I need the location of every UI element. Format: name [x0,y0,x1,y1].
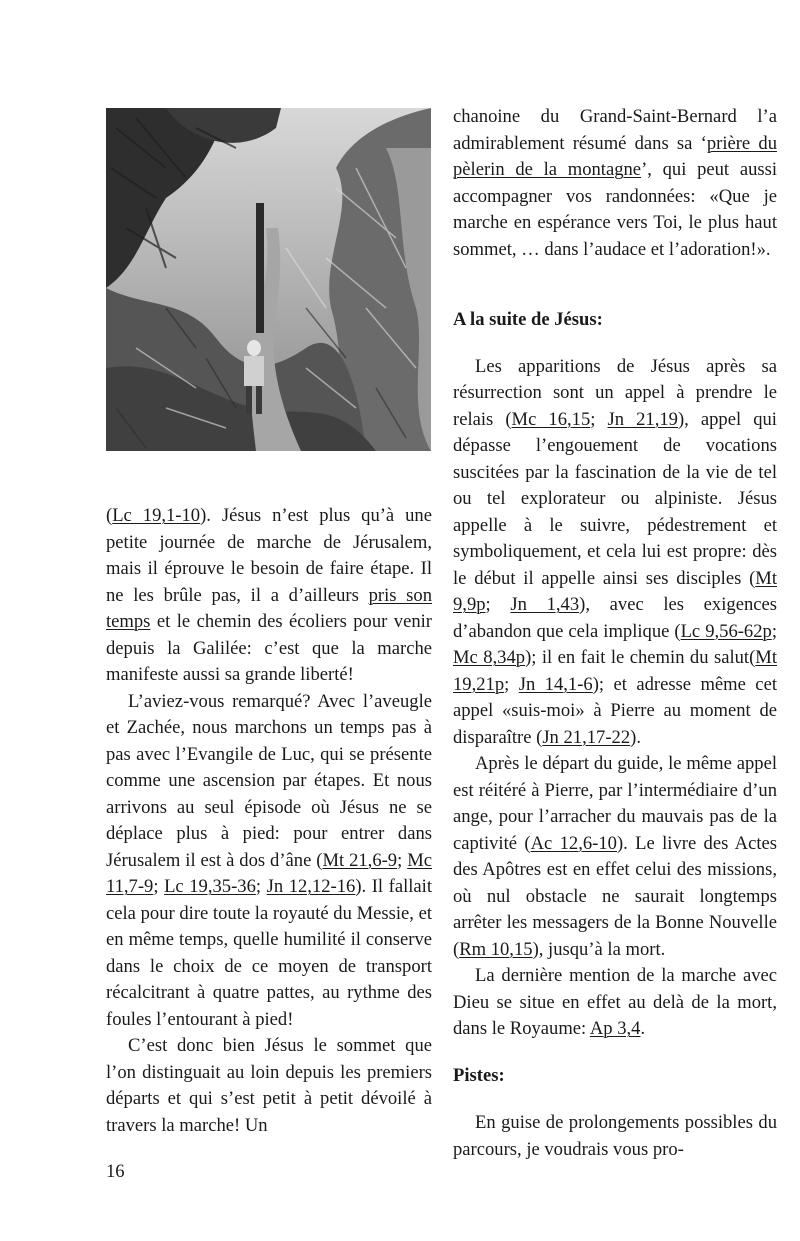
scripture-reference-link[interactable]: Jn 14,1-6 [518,673,593,695]
scripture-reference-link[interactable]: Mt 19,21p [453,647,777,695]
text-run: ; [255,876,267,897]
text-run: ( [106,505,113,526]
scripture-reference-link[interactable]: Mt 21,6-9 [322,849,398,871]
text-run: ). Il fallait cela pour dire toute la royauté du Messie, et en même temps, quelle humilité il conserve dans le choix de ce moyen de transport récalcitrant à quatre pattes, au rythme des foules l’entourant à pied! [106,876,432,1030]
text-run: ; [153,876,165,897]
scripture-reference-link[interactable]: Lc 19,1-10 [112,505,201,526]
section-heading-pistes: Pistes: [453,1064,505,1086]
text-run: ). Jésus n’est plus qu’à une petite journée de marche de Jérusalem, mais il éprouve le besoin de faire étape. Il ne les brûle pas, il a d’ailleurs [106,505,432,606]
scripture-reference-link[interactable]: Mc 11,7-9 [106,849,432,897]
left-paragraph-3 [106,1033,432,1139]
text-run: chanoine du Grand-Saint-Bernard l’a admirablement résumé dans sa ‘ [453,106,777,154]
text-run: ; [771,620,777,642]
right-paragraph-2 [453,354,777,752]
scripture-reference-link[interactable]: Jn 21,19 [607,408,678,430]
scripture-reference-link[interactable]: Jn 12,12-16 [266,876,356,897]
right-paragraph-1 [453,104,777,263]
text-run: En guise de prolongements possibles du parcours, je voudrais vous pro- [453,1112,777,1160]
text-run: L’aviez-vous remarqué? Avec l’aveugle et Zachée, nous marchons un temps pas à pas avec l’Evangile de Luc, qui se présente comme une ascension par étapes. Et nous arrivons au seul épisode où Jésus ne se déplace plus à pied: pour entrer dans Jérusalem il est à dos d’âne ( [106,690,432,871]
right-column [453,104,777,1163]
scripture-reference-link[interactable]: Mc 8,34p [453,647,526,668]
right-paragraph-4 [453,963,777,1043]
scripture-reference-link[interactable]: Lc 19,35-36 [164,876,256,897]
left-paragraph-1 [106,503,432,689]
scripture-reference-link[interactable]: pris son temps [106,584,433,632]
text-run: et le chemin des écoliers pour venir depuis la Galilée: c’est que la marche manifeste aussi sa grande liberté! [106,611,432,685]
text-run: Les apparitions de Jésus après sa résurrection sont un appel à prendre le relais ( [453,355,777,430]
text-run: ). [630,726,641,748]
text-run: ), avec les exigences d’abandon que cela implique ( [453,594,777,642]
text-run: ), appel qui dépasse l’engouement de vocations suscitées par la fascination de la vie de tel ou tel explorateur ou alpiniste. Jésus appelle à le suivre, pédestrement et symboliquement, et cela lui est propre: dès le début il appelle ainsi ses disciples ( [453,408,777,589]
scripture-reference-link[interactable]: Mc 16,15 [511,408,591,430]
right-paragraph-3 [453,751,777,963]
scripture-reference-link[interactable]: Lc 9,56-62p [680,620,772,642]
text-run: . [640,1018,646,1039]
scripture-reference-link[interactable]: Mt 9,9p [453,567,777,615]
text-run: ); et adresse même cet appel «suis-moi» à Pierre au moment de disparaître ( [453,673,777,748]
scripture-reference-link[interactable]: prière du pèlerin de la montagne [453,132,777,180]
text-run: ). Le livre des Actes des Apôtres est en effet celui des missions, où nul obstacle ne saurait longtemps arrêter les messagers de la Bonne Nouvelle ( [453,832,778,960]
text-run: ; [397,849,408,871]
section-heading-suite: A la suite de Jésus: [453,309,603,330]
scripture-reference-link[interactable]: Ac 12,6-10 [530,832,617,854]
page-number: 16 [106,1161,125,1182]
scripture-reference-link[interactable]: Jn 21,17-22 [542,726,631,748]
text-run: ’, qui peut aussi accompagner vos randonnées: «Que je marche en espérance vers Toi, le plus haut sommet, … dans l’audace et l’adoration!». [453,159,778,260]
jungle-path-photo [106,108,431,451]
left-paragraph-2 [106,689,432,1034]
scripture-reference-link[interactable]: Ap 3,4 [589,1018,641,1039]
scripture-reference-link[interactable]: Rm 10,15 [459,938,533,960]
text-run: ; [485,594,511,615]
scripture-reference-link[interactable]: Jn 1,43 [510,594,580,615]
text-run: Après le départ du guide, le même appel est réitéré à Pierre, par l’intermédiaire d’un ange, pour l’arracher du mauvais pas de la captivité ( [453,753,777,854]
text-run: ; [504,673,519,695]
text-run: ); il en fait le chemin du salut( [525,647,756,668]
text-run: ; [590,408,608,430]
text-run: C’est donc bien Jésus le sommet que l’on distinguait au loin depuis les premiers départs et qui s’est petit à petit dévoilé à travers la marche! Un [106,1035,432,1136]
right-paragraph-5 [453,1110,777,1163]
text-run: La dernière mention de la marche avec Dieu se situe en effet au delà de la mort, dans le Royaume: [453,965,777,1039]
text-run: ), jusqu’à la mort. [532,938,666,960]
left-column [106,503,432,1139]
